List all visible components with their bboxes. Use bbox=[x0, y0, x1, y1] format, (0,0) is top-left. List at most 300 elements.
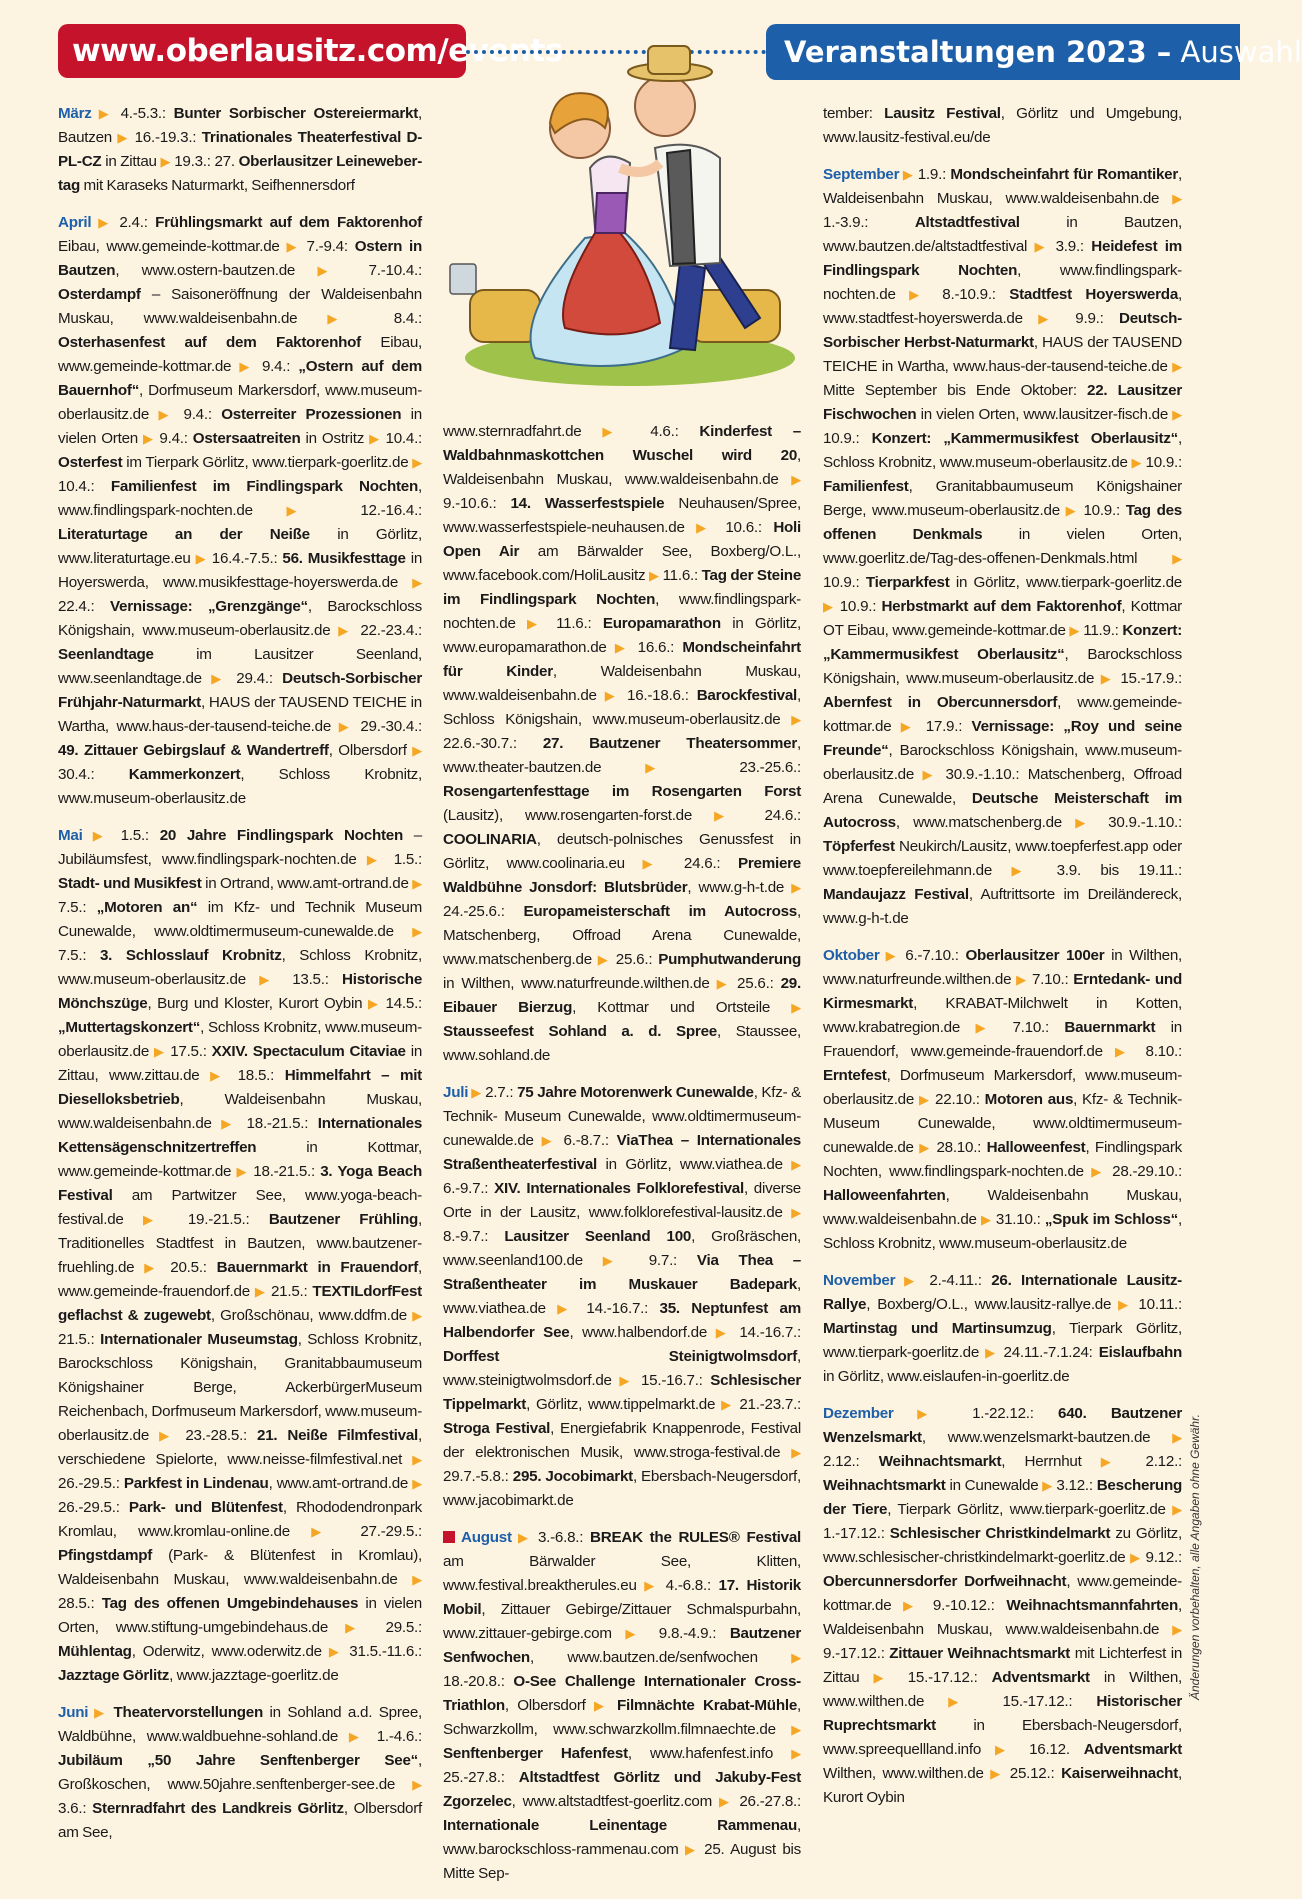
event-details: 18.5.: bbox=[227, 1067, 285, 1084]
event-details: 17.5.: bbox=[165, 1043, 212, 1060]
event-details: 18.-20.8.: bbox=[443, 1673, 514, 1690]
event-name: Theatervorstellungen bbox=[113, 1704, 263, 1721]
arrow-icon: ▶ bbox=[1114, 1044, 1134, 1059]
event-name: Konzert: „Kammermusikfest Oberlausitz“ bbox=[823, 622, 1183, 663]
arrow-icon: ▶ bbox=[254, 1284, 267, 1299]
event-details: , Dorfmuseum Markersdorf, www.museum-oberlausitz.de bbox=[823, 1067, 1182, 1108]
month-heading: März bbox=[58, 105, 92, 122]
event-details bbox=[609, 1697, 617, 1714]
arrow-icon: ▶ bbox=[645, 760, 696, 775]
event-details: 9.8.-4.9.: bbox=[645, 1625, 730, 1642]
event-details: 30.4.: bbox=[58, 766, 129, 783]
month-heading: April bbox=[58, 214, 92, 231]
arrow-icon: ▶ bbox=[791, 712, 801, 727]
event-details: 10.9.: bbox=[1141, 454, 1182, 471]
header-title-light: Auswahl bbox=[1180, 35, 1302, 69]
event-details: , www.altstadtfest-goerlitz.com bbox=[511, 1793, 720, 1810]
event-details: , Schloss Königshain, www.museum-oberlausitz.de bbox=[443, 687, 802, 728]
event-details: in Ortrand, www.amt-ortrand.de bbox=[201, 875, 413, 892]
event-name: Osterdampf bbox=[58, 286, 141, 303]
event-details: 1.-17.12.: bbox=[823, 1525, 890, 1542]
event-details: 4.-6.8.: bbox=[658, 1577, 719, 1594]
arrow-icon: ▶ bbox=[719, 1794, 733, 1809]
month-heading: Dezember bbox=[823, 1405, 894, 1422]
event-name: Ostern in Bautzen bbox=[58, 238, 423, 279]
event-details: , Görlitz, www.tippelmarkt.de bbox=[526, 1396, 722, 1413]
event-details: , www.barockschloss-rammenau.com bbox=[443, 1817, 801, 1858]
arrow-icon: ▶ bbox=[791, 472, 801, 487]
event-details: 22.10.: bbox=[930, 1091, 985, 1108]
event-details: Wilthen, www.wilthen.de bbox=[823, 1765, 991, 1782]
arrow-icon: ▶ bbox=[716, 976, 730, 991]
event-details: 26.-29.5.: bbox=[58, 1475, 124, 1492]
event-details: 10.9.: bbox=[823, 574, 866, 591]
arrow-icon: ▶ bbox=[1016, 972, 1028, 987]
event-paragraph bbox=[443, 1526, 801, 1886]
event-name: Parkfest in Lindenau bbox=[123, 1475, 269, 1492]
arrow-icon: ▶ bbox=[412, 1572, 422, 1587]
event-name: 27. Bautzener Theatersommer bbox=[542, 735, 797, 752]
event-details: 29.-30.4.: bbox=[352, 718, 423, 735]
arrow-icon: ▶ bbox=[557, 1301, 575, 1316]
event-name: Deutsche Meisterschaft im Autocross bbox=[823, 790, 1182, 831]
event-name: Tag des offenen Denkmals bbox=[823, 502, 1182, 543]
event-name: Bautzener Frühling bbox=[268, 1211, 419, 1228]
event-name: Töpferfest bbox=[823, 838, 895, 855]
event-details: 25.6.: bbox=[729, 975, 781, 992]
event-name: Osterreiter Prozessionen bbox=[221, 406, 402, 423]
event-details: , www.viathea.de bbox=[443, 1276, 801, 1317]
event-details: 15.-16.7.: bbox=[633, 1372, 711, 1389]
event-name: Martinstag und Martinsumzug bbox=[823, 1320, 1052, 1337]
event-details: , www.gemeinde-kottmar.de bbox=[823, 694, 1182, 735]
event-details: 18.-21.5.: bbox=[237, 1115, 318, 1132]
event-details: in Ebersbach-Neugersdorf, www.spreequellland.info bbox=[823, 1717, 1182, 1758]
event-name: Filmnächte Krabat-Mühle bbox=[616, 1697, 798, 1714]
event-details: 9.-17.12.: bbox=[823, 1645, 890, 1662]
event-details: am Bärwalder See, Klitten, www.festival.breaktherules.eu bbox=[443, 1553, 801, 1594]
event-details: 9.-10.12.: bbox=[921, 1597, 1007, 1614]
arrow-icon: ▶ bbox=[338, 623, 353, 638]
header-title-bold: Veranstaltungen 2023 – bbox=[784, 35, 1172, 69]
event-details: – Saisoneröffnung der Waldeisenbahn Muskau, www.waldeisenbahn.de bbox=[58, 286, 422, 327]
event-details: 8.10.: bbox=[1133, 1043, 1182, 1060]
event-details: 14.-16.7.: bbox=[730, 1324, 801, 1341]
event-details: , Kottmar und Ortsteile bbox=[572, 999, 792, 1016]
event-details: , Boxberg/O.L., www.lausitz-rallye.de bbox=[866, 1296, 1119, 1313]
event-details: zu Görlitz, www.schlesischer-christkindelmarkt-goerlitz.de bbox=[823, 1525, 1182, 1566]
event-name: Europamarathon bbox=[602, 615, 721, 632]
event-name: Holi Open Air bbox=[443, 519, 801, 560]
arrow-icon: ▶ bbox=[1130, 1550, 1141, 1565]
event-details: , Herrnhut bbox=[1001, 1453, 1101, 1470]
event-details: im Kfz- und Technik Museum Cunewalde, www.oldtimermuseum-cunewalde.de bbox=[58, 899, 422, 940]
arrow-icon: ▶ bbox=[541, 1133, 556, 1148]
arrow-icon: ▶ bbox=[527, 616, 545, 631]
event-details: 16.12. bbox=[1015, 1741, 1084, 1758]
arrow-icon: ▶ bbox=[211, 671, 227, 686]
event-details: in Zittau, www.zittau.de bbox=[58, 1043, 423, 1084]
arrow-icon: ▶ bbox=[345, 1620, 369, 1635]
event-details: , Schloss Krobnitz, www.museum-oberlausitz.de bbox=[58, 947, 422, 988]
event-name: Obercunnersdorfer Dorfweihnacht bbox=[823, 1573, 1067, 1590]
event-name: Historische Mönchszüge bbox=[58, 971, 423, 1012]
event-details: 8.4.: bbox=[363, 310, 422, 327]
event-details: 15.-17.12.: bbox=[978, 1693, 1097, 1710]
event-details: www.sternradfahrt.de bbox=[443, 423, 603, 440]
event-details: in Ostritz bbox=[300, 430, 370, 447]
arrow-icon: ▶ bbox=[1118, 1297, 1132, 1312]
event-name: XXIV. Spectaculum Citaviae bbox=[211, 1043, 406, 1060]
event-name: Internationale Leinentage Rammenau bbox=[443, 1817, 798, 1834]
event-paragraph bbox=[823, 944, 1182, 1256]
arrow-icon: ▶ bbox=[1172, 407, 1182, 422]
event-details: , Barockschloss Königshain, www.museum-oberlausitz.de bbox=[823, 646, 1182, 687]
event-details: , Barockschloss Königshain, www.museum-oberlausitz.de bbox=[823, 742, 1182, 783]
event-name: COOLINARIA bbox=[443, 831, 537, 848]
month-heading: Juli bbox=[443, 1084, 469, 1101]
arrow-icon: ▶ bbox=[259, 972, 279, 987]
event-name: TEXTILdorfFest geflachst & zugewebt bbox=[58, 1283, 422, 1324]
event-details: , Barockschloss Königshain, www.museum-oberlausitz.de bbox=[58, 598, 422, 639]
event-details: , Matschenberg, Offroad Arena Cunewalde, www.matschenberg.de bbox=[443, 903, 801, 968]
event-name: Weihnachtsmarkt bbox=[823, 1477, 946, 1494]
arrow-icon: ▶ bbox=[1091, 1164, 1105, 1179]
event-details: 9.4.: bbox=[174, 406, 222, 423]
event-details: 22.4.: bbox=[58, 598, 110, 615]
arrow-icon: ▶ bbox=[990, 1766, 1004, 1781]
event-details: , verschiedene Spielorte, www.neisse-filmfestival.net bbox=[58, 1427, 423, 1468]
event-details: in vielen Orten, www.goerlitz.de/Tag-des-offenen-Denkmals.html bbox=[823, 526, 1182, 567]
event-paragraph bbox=[823, 102, 1182, 150]
event-name: Deutsch-Sorbischer Frühjahr-Naturmarkt bbox=[58, 670, 422, 711]
arrow-icon: ▶ bbox=[1069, 623, 1080, 638]
arrow-icon: ▶ bbox=[286, 239, 300, 254]
event-paragraph bbox=[823, 1269, 1182, 1389]
event-details: 17.9.: bbox=[916, 718, 972, 735]
arrow-icon: ▶ bbox=[154, 1044, 166, 1059]
arrow-icon: ▶ bbox=[160, 154, 171, 169]
arrow-icon: ▶ bbox=[158, 407, 175, 422]
event-details: 10.9.: bbox=[834, 598, 882, 615]
event-name: Osterhasenfest auf dem Faktorenhof bbox=[58, 334, 361, 351]
event-name: Weihnachtsmarkt bbox=[878, 1453, 1002, 1470]
event-details: in vielen Orten bbox=[58, 406, 422, 447]
event-details: – Jubiläumsfest, www.findlingspark-nochten.de bbox=[58, 827, 423, 868]
event-paragraph bbox=[823, 1402, 1182, 1810]
event-name: Dorffest Steinigtwolmsdorf bbox=[443, 1348, 798, 1365]
event-name: Stausseefest Sohland a. d. Spree bbox=[443, 1023, 717, 1040]
event-name: Konzert: „Kammermusikfest Oberlausitz“ bbox=[871, 430, 1179, 447]
event-details: mit Karaseks Naturmarkt, Seifhennersdorf bbox=[80, 177, 355, 194]
event-details: , www.wenzelsmarkt-bautzen.de bbox=[921, 1429, 1173, 1446]
column-1 bbox=[58, 102, 422, 1858]
event-details: 16.6.: bbox=[629, 639, 683, 656]
event-details: 15.-17.9.: bbox=[1113, 670, 1183, 687]
event-details: , Schloss Krobnitz, www.museum-oberlausitz.de bbox=[58, 766, 423, 807]
arrow-icon: ▶ bbox=[900, 719, 917, 734]
event-name: Schlesischer Tippelmarkt bbox=[443, 1372, 801, 1413]
month-heading: Mai bbox=[58, 827, 83, 844]
arrow-icon: ▶ bbox=[985, 1345, 998, 1360]
event-name: Stroga Festival bbox=[443, 1420, 551, 1437]
event-details: , Kottmar OT Eibau, www.gemeinde-kottmar.de bbox=[823, 598, 1182, 639]
event-name: Mühlentag bbox=[58, 1643, 132, 1660]
event-name: Oberlausitzer 100er bbox=[965, 947, 1105, 964]
event-name: ViaThea – Internationales Straßentheaterfestival bbox=[443, 1132, 801, 1173]
event-name: Abernfest in Obercunnersdorf bbox=[823, 694, 1058, 711]
arrow-icon: ▶ bbox=[1042, 1478, 1053, 1493]
arrow-icon: ▶ bbox=[159, 1428, 176, 1443]
event-details: , Bautzen bbox=[58, 105, 423, 146]
arrow-icon: ▶ bbox=[412, 575, 422, 590]
event-details: 1.5.: bbox=[109, 827, 160, 844]
arrow-icon: ▶ bbox=[879, 948, 899, 963]
event-name: 22. Lausitzer Fischwochen bbox=[823, 382, 1182, 423]
event-details: Mitte September bis Ende Oktober: bbox=[823, 382, 1088, 399]
event-details: 21.5.: bbox=[266, 1283, 313, 1300]
event-details: , diverse Orte in der Lausitz, www.folklorefestival-lausitz.de bbox=[443, 1180, 801, 1221]
event-details: 9.7.: bbox=[628, 1252, 697, 1269]
event-name: Trinationales Theaterfestival D-PL-CZ bbox=[58, 129, 423, 170]
event-details: 7.10.: bbox=[1027, 971, 1074, 988]
event-details: , Kfz- & Technik-Museum Cunewalde, www.oldtimermuseum-cunewalde.de bbox=[823, 1091, 1182, 1156]
event-details: , www.steinigtwolmsdorf.de bbox=[443, 1348, 801, 1389]
arrow-icon: ▶ bbox=[1065, 503, 1078, 518]
event-details: , Waldeisenbahn Muskau, www.waldeisenbahn.de bbox=[823, 1187, 1182, 1228]
event-details: 8.-9.7.: bbox=[443, 1228, 505, 1245]
header-url: www.oberlausitz.com/events bbox=[58, 24, 466, 78]
event-details: , Oderwitz, www.oderwitz.de bbox=[131, 1643, 329, 1660]
arrow-icon: ▶ bbox=[1172, 551, 1182, 566]
event-details: 12.-16.4.: bbox=[326, 502, 423, 519]
event-name: 49. Zittauer Gebirgslauf & Wandertreff bbox=[58, 742, 329, 759]
event-name: Kaiserweihnacht bbox=[1061, 1765, 1179, 1782]
event-name: Bauernmarkt bbox=[1064, 1019, 1156, 1036]
event-details: , Schwarzkollm, www.schwarzkollm.filmnaechte.de bbox=[443, 1697, 801, 1738]
arrow-icon: ▶ bbox=[918, 1092, 931, 1107]
event-details: 31.10.: bbox=[991, 1211, 1045, 1228]
event-details: in Görlitz, www.viathea.de bbox=[597, 1156, 792, 1173]
event-details: 28.10.: bbox=[930, 1139, 987, 1156]
event-details: , Großschönau, www.ddfm.de bbox=[210, 1307, 413, 1324]
arrow-icon: ▶ bbox=[644, 1578, 659, 1593]
event-name: Senftenberger Hafenfest bbox=[443, 1745, 628, 1762]
event-details: , Großkoschen, www.50jahre.senftenberger-see.de bbox=[58, 1752, 422, 1793]
arrow-icon: ▶ bbox=[328, 1644, 343, 1659]
event-name: XIV. Internationales Folklorefestival bbox=[494, 1180, 744, 1197]
event-details: 24.-25.6.: bbox=[443, 903, 524, 920]
event-details: , Dorfmuseum Markersdorf, www.museum-oberlausitz.de bbox=[58, 382, 422, 423]
arrow-icon: ▶ bbox=[721, 1397, 734, 1412]
event-details: in Wilthen, www.naturfreunde.wilthen.de bbox=[443, 975, 717, 992]
event-name: 640. Bautzener Wenzelsmarkt bbox=[823, 1405, 1182, 1446]
event-name: Eislaufbahn bbox=[1098, 1344, 1183, 1361]
event-details: , www.ostern-bautzen.de bbox=[115, 262, 318, 279]
event-details: in Görlitz, www.literaturtage.eu bbox=[58, 526, 422, 567]
arrow-icon: ▶ bbox=[143, 431, 155, 446]
arrow-icon: ▶ bbox=[823, 599, 835, 614]
event-details: , Findlingspark Nochten, www.findlingspark-nochten.de bbox=[823, 1139, 1183, 1180]
arrow-icon: ▶ bbox=[593, 1698, 609, 1713]
month-heading: September bbox=[823, 166, 900, 183]
event-details: 2.12.: bbox=[823, 1453, 879, 1470]
event-details: 22.-23.4.: bbox=[352, 622, 423, 639]
event-name: Oberlausitzer Leineweber-tag bbox=[58, 153, 422, 194]
event-paragraph bbox=[823, 163, 1182, 931]
event-name: 56. Musikfesttage bbox=[282, 550, 406, 567]
event-details: 23.-28.5.: bbox=[175, 1427, 257, 1444]
event-details: 1.5.: bbox=[383, 851, 422, 868]
event-name: BREAK the RULES® Festival bbox=[590, 1529, 802, 1546]
event-details: , www.hafenfest.info bbox=[627, 1745, 792, 1762]
event-details: 26.-29.5.: bbox=[58, 1499, 129, 1516]
event-details: am Bärwalder See, Boxberg/O.L., www.facebook.com/HoliLausitz bbox=[443, 543, 801, 584]
event-details: , www.findlingspark-nochten.de bbox=[58, 478, 423, 519]
arrow-icon: ▶ bbox=[649, 568, 659, 583]
event-details: , Waldeisenbahn Muskau, www.waldeisenbahn.de bbox=[443, 447, 801, 488]
event-details: 1.-22.12.: bbox=[947, 1405, 1058, 1422]
event-name: Sternradfahrt des Landkreis Görlitz bbox=[92, 1800, 344, 1817]
event-name: Kammerkonzert bbox=[128, 766, 241, 783]
event-name: Motoren aus bbox=[984, 1091, 1074, 1108]
event-name: Internationales Kettensägenschnitzertreffen bbox=[58, 1115, 423, 1156]
event-details: 3.12.: bbox=[1052, 1477, 1097, 1494]
event-name: Ostersaatreiten bbox=[192, 430, 301, 447]
arrow-icon: ▶ bbox=[715, 1325, 731, 1340]
event-details: , HAUS der TAUSEND TEICHE in Wartha, www.haus-der-tausend-teiche.de bbox=[58, 694, 422, 735]
event-name: Erntedank- und Kirmesmarkt bbox=[823, 971, 1182, 1012]
event-name: 21. Neiße Filmfestival bbox=[257, 1427, 419, 1444]
event-name: Zittauer Weihnachtsmarkt bbox=[889, 1645, 1071, 1662]
event-details: 23.-25.6.: bbox=[695, 759, 801, 776]
event-details: in Zittau bbox=[101, 153, 161, 170]
event-details: Neuhausen/Spree, www.wasserfestspiele-neuhausen.de bbox=[443, 495, 801, 536]
event-details: in Bautzen, www.bautzen.de/altstadtfestival bbox=[823, 214, 1183, 255]
arrow-icon: ▶ bbox=[1100, 1454, 1127, 1469]
arrow-icon: ▶ bbox=[791, 1650, 801, 1665]
event-name: Internationaler Museumstag bbox=[100, 1331, 298, 1348]
arrow-icon: ▶ bbox=[791, 1746, 801, 1761]
event-name: Via Thea – Straßentheater im Muskauer Badepark bbox=[443, 1252, 802, 1293]
event-details: im Lausitzer Seenland, www.seenlandtage.de bbox=[58, 646, 422, 687]
event-details: 10.11.: bbox=[1131, 1296, 1182, 1313]
event-details: 29.5.: bbox=[368, 1619, 422, 1636]
arrow-icon: ▶ bbox=[602, 424, 630, 439]
arrow-icon: ▶ bbox=[412, 1476, 422, 1491]
event-details: , Waldeisenbahn Muskau, www.waldeisenbahn.de bbox=[58, 1091, 422, 1132]
event-details: , www.stadtfest-hoyerswerda.de bbox=[823, 286, 1182, 327]
event-details: , www.bautzen.de/senfwochen bbox=[529, 1649, 792, 1666]
arrow-icon: ▶ bbox=[317, 263, 347, 278]
event-details: 21.-23.7.: bbox=[733, 1396, 802, 1413]
event-details: , Energiefabrik Knappenrode, Festival der elektronischen Musik, www.stroga-festival.de bbox=[443, 1420, 801, 1461]
event-details: , www.gemeinde-frauendorf.de bbox=[58, 1259, 422, 1300]
month-heading: November bbox=[823, 1272, 896, 1289]
event-name: Pfingstdampf bbox=[58, 1547, 153, 1564]
arrow-icon: ▶ bbox=[412, 1777, 422, 1792]
event-details: 1.-3.9.: bbox=[823, 214, 915, 231]
arrow-icon: ▶ bbox=[597, 952, 610, 967]
event-details: , Olbersdorf bbox=[328, 742, 413, 759]
arrow-icon: ▶ bbox=[602, 1253, 629, 1268]
event-name: Lausitz Festival bbox=[884, 105, 1001, 122]
event-details: 30.9.-1.10.: Matschenberg, Offroad Arena Cunewalde, bbox=[823, 766, 1182, 807]
arrow-icon: ▶ bbox=[922, 767, 938, 782]
arrow-icon: ▶ bbox=[468, 1085, 482, 1100]
event-details: 11.6.: bbox=[544, 615, 603, 632]
arrow-icon: ▶ bbox=[412, 743, 423, 758]
arrow-icon: ▶ bbox=[88, 1705, 107, 1720]
event-details: , Schloss Krobnitz, www.museum-oberlausitz.de bbox=[823, 430, 1183, 471]
event-details: 25. August bis Mitte Sep- bbox=[443, 1841, 802, 1882]
event-name: Stadt- und Musikfest bbox=[58, 875, 202, 892]
event-name: Mondscheinfahrt für Kinder bbox=[443, 639, 801, 680]
event-details: 10.9.: bbox=[1077, 502, 1126, 519]
event-name: Premiere Waldbühne Jonsdorf: Blutsbrüder bbox=[443, 855, 801, 896]
arrow-icon: ▶ bbox=[367, 996, 380, 1011]
event-name: Herbstmarkt auf dem Faktorenhof bbox=[881, 598, 1122, 615]
event-name: Lausitzer Seenland 100 bbox=[504, 1228, 692, 1245]
event-details: , www.findlingspark-nochten.de bbox=[443, 591, 801, 632]
event-name: Bautzener Senfwochen bbox=[443, 1625, 801, 1666]
event-details: , Tierpark Görlitz, www.tierpark-goerlitz.de bbox=[887, 1501, 1173, 1518]
event-details: 4.-5.3.: bbox=[112, 105, 174, 122]
event-name: Rosengartenfesttage im Rosengarten Forst bbox=[443, 783, 801, 800]
event-details: , Schloss Krobnitz, www.museum-oberlausitz.de bbox=[823, 1211, 1182, 1252]
arrow-icon: ▶ bbox=[1075, 815, 1095, 830]
arrow-icon: ▶ bbox=[919, 1140, 931, 1155]
event-details: 3.9.: bbox=[1048, 238, 1092, 255]
event-name: Jubiläum „50 Jahre Senftenberger See“ bbox=[58, 1752, 419, 1769]
event-details: in Frauendorf, www.gemeinde-frauendorf.de bbox=[823, 1019, 1183, 1060]
event-name: 29. Eibauer Bierzug bbox=[443, 975, 801, 1016]
arrow-icon: ▶ bbox=[975, 1020, 998, 1035]
arrow-icon: ▶ bbox=[899, 167, 914, 182]
event-details: , Waldeisenbahn Muskau, www.waldeisenbahn.de bbox=[823, 1597, 1183, 1638]
event-details: 3.9. bis 19.11.: bbox=[1037, 862, 1182, 879]
column-3 bbox=[823, 102, 1182, 1823]
arrow-icon: ▶ bbox=[981, 1212, 992, 1227]
event-name: 35. Neptunfest am Halbendorfer See bbox=[443, 1300, 801, 1341]
event-details: 31.5.-11.6.: bbox=[342, 1643, 423, 1660]
event-details: 24.6.: bbox=[742, 807, 802, 824]
event-details: 2.4.: bbox=[111, 214, 156, 231]
event-name: Adventsmarkt bbox=[1083, 1741, 1183, 1758]
event-details: , www.jazztage-goerlitz.de bbox=[169, 1667, 339, 1684]
event-details: in Görlitz, www.tierpark-goerlitz.de bbox=[949, 574, 1183, 591]
event-details: , www.findlingspark-nochten.de bbox=[823, 262, 1182, 303]
arrow-icon: ▶ bbox=[1172, 1622, 1182, 1637]
event-details: , www.g-h-t.de bbox=[687, 879, 792, 896]
event-name: Weihnachtsmannfahrten bbox=[1006, 1597, 1179, 1614]
event-details: Neukirch/Lausitz, www.toepferfest.app oder www.toepfereilehmann.de bbox=[823, 838, 1182, 879]
arrow-icon: ▶ bbox=[195, 551, 207, 566]
event-details: Eibau, www.gemeinde-kottmar.de bbox=[58, 238, 287, 255]
arrow-icon: ▶ bbox=[791, 1445, 801, 1460]
event-details: 2.7.: bbox=[481, 1084, 518, 1101]
event-details: (Park- & Blütenfest in Kromlau), Waldeisenbahn Muskau, www.waldeisenbahn.de bbox=[58, 1547, 422, 1588]
arrow-icon: ▶ bbox=[1034, 239, 1049, 254]
event-details: , Tierpark Görlitz, www.tierpark-goerlitz.de bbox=[823, 1320, 1182, 1361]
header-title bbox=[766, 24, 1302, 80]
event-details: 24.11.-7.1.24: bbox=[997, 1344, 1099, 1361]
arrow-icon: ▶ bbox=[1172, 1502, 1182, 1517]
event-details: 7.5.: bbox=[58, 947, 100, 964]
event-details: 16.-18.6.: bbox=[619, 687, 697, 704]
arrow-icon: ▶ bbox=[239, 359, 254, 374]
arrow-icon: ▶ bbox=[286, 503, 327, 518]
